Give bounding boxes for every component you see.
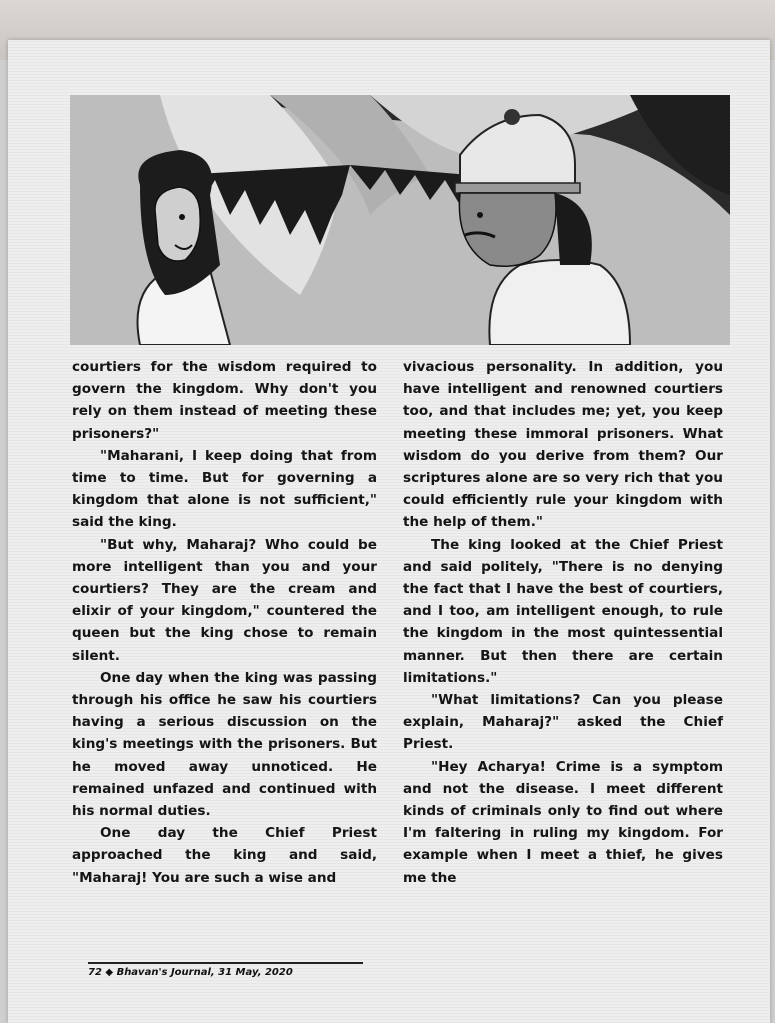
paragraph: vivacious personality. In addition, you have intelligent and renowned courtiers too, and that includes me; yet, you keep meeting these immoral prisoners. What wisdom do you derive from them? Our scriptures alone are so very rich that you could efficiently rule your kingdom with the help of them." [403,359,723,531]
paragraph: One day when the king was passing through his office he saw his courtiers having a serious discussion on the king's meetings with the prisoners. But he moved away unnoticed. He remained unfazed and continued with his normal duties. [72,669,377,820]
right-text-column [403,356,723,889]
king-and-courtier-illustration [70,95,730,345]
paragraph: "Maharani, I keep doing that from time to time. But for governing a kingdom that alone is not sufficient," said the king. [72,447,377,531]
left-text-column [72,356,377,889]
paragraph: courtiers for the wisdom required to govern the kingdom. Why don't you rely on them instead of meeting these prisoners?" [72,359,377,442]
page-footer: 72 ◆ Bhavan's Journal, 31 May, 2020 [88,962,363,978]
paragraph: The king looked at the Chief Priest and said politely, "There is no denying the fact that I have the best of courtiers, and I too, am intelligent enough, to rule the kingdom in the most quintessential manner. But then there are certain limitations." [403,536,723,686]
paragraph: "What limitations? Can you please explain, Maharaj?" asked the Chief Priest. [403,692,723,753]
paragraph: One day the Chief Priest approached the king and said, "Maharaj! You are such a wise and [72,825,377,886]
paragraph: "Hey Acharya! Crime is a symptom and not the disease. I meet different kinds of criminals only to find out where I'm faltering in ruling my kingdom. For example when I meet a thief, he gives me the [403,758,723,886]
illustration-art [70,95,730,345]
paragraph: "But why, Maharaj? Who could be more intelligent than you and your courtiers? They are the cream and elixir of your kingdom," countered the queen but the king chose to remain silent. [72,536,377,664]
